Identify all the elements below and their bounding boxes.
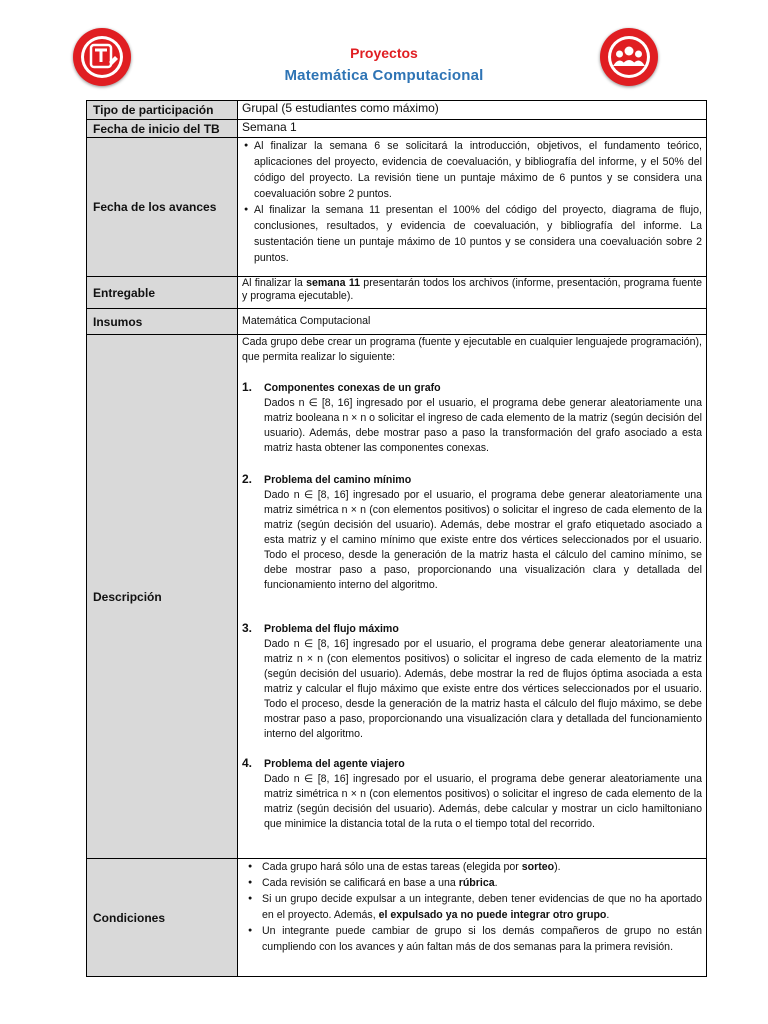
label-avances: Fecha de los avances [87,138,238,277]
condicion-item [262,875,702,891]
problem-number: 2. [242,472,253,486]
avance-item: ● Al finalizar la semana 6 se solicitará la introducción, objetivos, el fundamento teórico, aplicaciones del proyecto, evidencia de coevaluación, y bibliografía del informe, y el 50% del código del proyecto. La revisión tiene un puntaje máximo de 6 puntos y se considera una coevaluación sobre 2 puntos. [254,138,702,202]
label-descripcion: Descripción [87,335,238,859]
condicion-text: . [494,877,498,889]
problem-item [242,380,702,456]
label-condiciones: Condiciones [87,859,238,977]
entregable-pre: Al finalizar la [242,277,307,289]
value-condiciones [238,859,707,977]
problem-item [242,756,702,832]
entregable-bold: semana 11 [306,277,361,289]
page-subtitle: Matemática Computacional [284,67,484,84]
page-title: Proyectos [350,45,418,61]
project-table [86,100,707,977]
row-condiciones [87,859,707,977]
problem-item [242,621,702,742]
row-tipo [87,101,707,120]
value-avances [238,138,707,277]
condicion-item [262,891,702,923]
row-entregable [87,277,707,309]
row-insumos [87,309,707,335]
row-descripcion [87,335,707,859]
problem-body: Dado n ∈ [8, 16] ingresado por el usuario, el programa debe generar aleatoriamente una matriz simétrica n × n (con elementos positivos) o solicitar el ingreso de cada elemento de la matriz (según decisión del usuario). Además, debe mostrar el grafo etiquetado asociado a esta matriz y el camino mínimo que existe entre dos vértices seleccionados por el usuario. Todo el proceso, desde la generación de la matriz hasta el cálculo del camino mínimo, se debe mostrar paso a paso, proporcionando una visualización clara y detallada del funcionamiento interno del algoritmo. [264,489,702,591]
value-insumos: Matemática Computacional [238,309,707,335]
problem-title: Problema del agente viajero [264,758,405,770]
condicion-item [262,859,702,875]
problem-title: Componentes conexas de un grafo [264,382,441,394]
condicion-bold: rúbrica [458,877,495,889]
value-fecha-inicio: Semana 1 [238,120,707,138]
condicion-text: . [606,909,610,921]
problem-title: Problema del camino mínimo [264,474,412,486]
label-insumos: Insumos [87,309,238,335]
condicion-item [262,923,702,955]
problem-number: 4. [242,756,253,770]
condicion-text: Cada grupo hará sólo una de estas tareas (elegida por [262,861,522,873]
value-entregable [238,277,707,309]
avance-item: ● Al finalizar la semana 11 presentan el 100% del código del proyecto, diagrama de flujo, conclusiones, resultados, y evidencia de coevaluación, y bibliografía del informe. La sustentación tiene un puntaje máximo de 10 puntos y se considera una coevaluación sobre 2 puntos. [254,202,702,266]
condicion-bold: el expulsado ya no puede integrar otro grupo [378,909,607,921]
row-fecha-inicio [87,120,707,138]
entregable-post: presentarán todos los archivos (informe, presentación, programa fuente y programa ejecutable). [242,277,702,302]
label-tipo: Tipo de participación [87,101,238,120]
problem-title: Problema del flujo máximo [264,623,399,635]
problem-body: Dado n ∈ [8, 16] ingresado por el usuario, el programa debe generar aleatoriamente una matriz n × n (con elementos positivos) o solicitar el ingreso de cada elemento de la matriz (según decisión del usuario). Además, debe mostrar la red de flujos óptima asociada a esta matriz y calcular el flujo máximo que existe entre dos vértices seleccionados por el usuario. Todo el proceso, desde la generación de la matriz hasta el cálculo del flujo máximo, se debe mostrar paso a paso, proporcionando una visualización clara y detallada del funcionamiento interno del algoritmo. [264,638,702,740]
condicion-bold: sorteo [521,861,555,873]
descripcion-intro: Cada grupo debe crear un programa (fuente y ejecutable en cualquier lenguajede programación), que permita realizar lo siguiente: [242,336,702,363]
condicion-text: Cada revisión se calificará en base a una [262,877,459,889]
condicion-text: Un integrante puede cambiar de grupo si los demás compañeros de grupo no están cumpliendo con los avances y aún faltan más de dos semanas para la primera revisión. [262,925,702,953]
condicion-text: Si un grupo decide expulsar a un integrante, deben tener evidencias de que no ha aportado en el proyecto. Además, [262,893,702,921]
problem-number: 3. [242,621,253,635]
value-descripcion [238,335,707,859]
problem-number: 1. [242,380,253,394]
row-avances [87,138,707,277]
label-entregable: Entregable [87,277,238,309]
problem-body: Dado n ∈ [8, 16] ingresado por el usuario, el programa debe generar aleatoriamente una matriz simétrica n × n (con elementos positivos) o solicitar el ingreso de cada elemento de la matriz (según decisión del usuario). Además, debe calcular y mostrar un ciclo hamiltoniano que minimice la distancia total de la ruta o el tiempo total del recorrido. [264,773,702,830]
label-fecha-inicio: Fecha de inicio del TB [87,120,238,138]
problem-body: Dados n ∈ [8, 16] ingresado por el usuario, el programa debe generar aleatoriamente una matriz booleana n × n o solicitar el ingreso de cada elemento de la matriz (según decisión del usuario). Además, debe mostrar paso a paso la transformación del grafo asociado a esta matriz hasta obtener las componentes conexas. [264,397,702,454]
problem-item [242,472,702,593]
condicion-text: ). [554,861,561,873]
value-tipo: Grupal (5 estudiantes como máximo) [238,101,707,120]
